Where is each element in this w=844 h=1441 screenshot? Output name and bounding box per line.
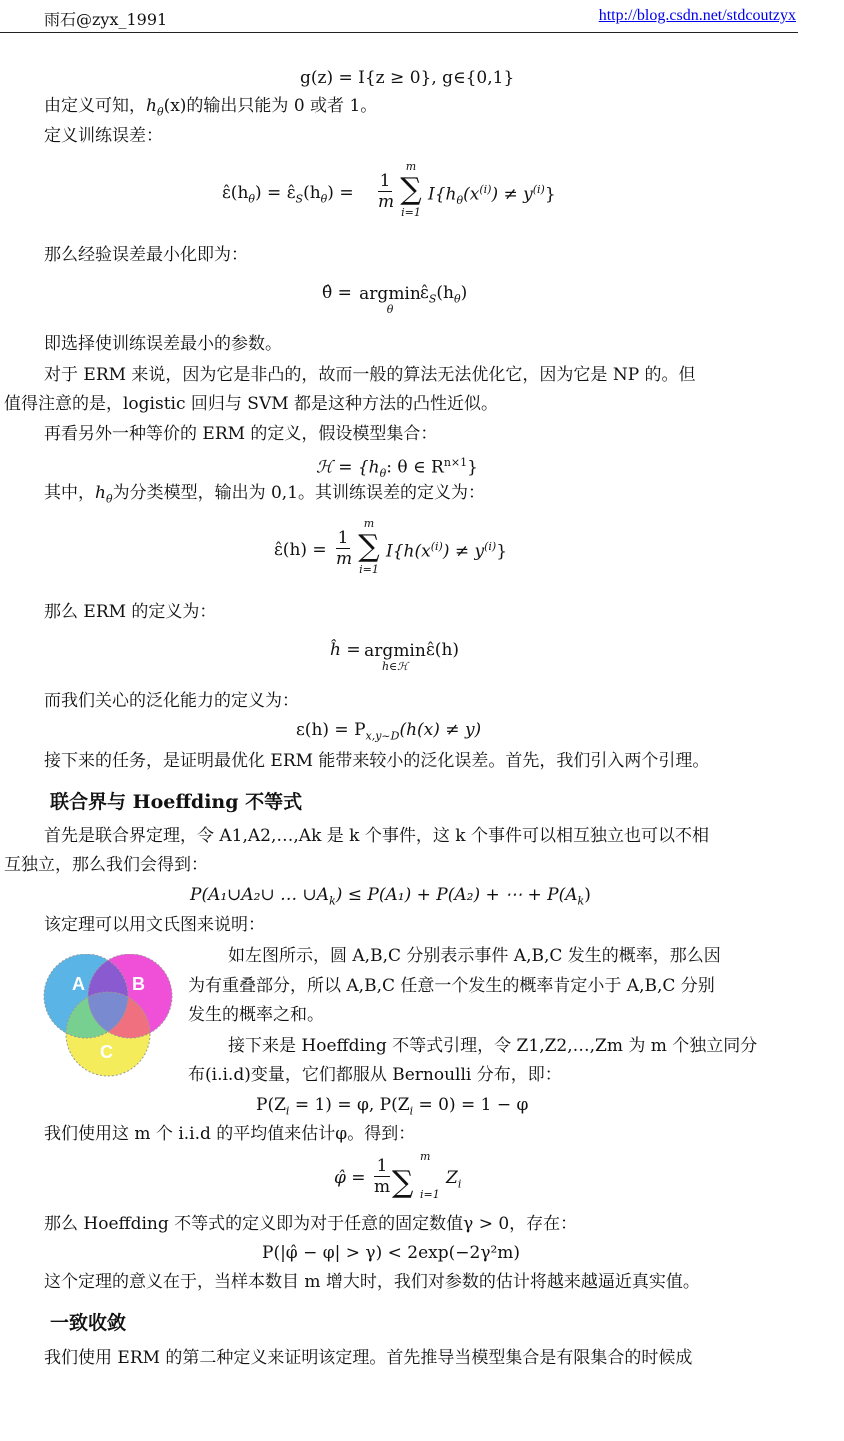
text-line: 接下来的任务，是证明最优化 ERM 能带来较小的泛化误差。首先，我们引入两个引理。 (44, 751, 710, 771)
text-line: 其中，$h_\theta$为分类模型，输出为 0,1。其训练误差的定义为： (44, 483, 486, 506)
text-line: 我们使用 ERM 的第二种定义来证明该定理。首先推导当模型集合是有限集合的时候成 (44, 1348, 693, 1368)
section-heading-union-bound: 联合界与 Hoeffding 不等式 (50, 791, 303, 813)
venn-label-b: B (132, 974, 145, 994)
text-line: 我们使用这 m 个 i.i.d 的平均值来估计φ。得到： (44, 1124, 416, 1144)
text-line: 互独立，那么我们会得到： (4, 855, 208, 875)
text-line: 值得注意的是，logistic 回归与 SVM 都是这种方法的凸性近似。 (4, 394, 499, 414)
equation-argmin-h: ĥ = argmin h∈ℋ ε̂(h) (330, 640, 460, 673)
text-line: 该定理可以用文氏图来说明： (44, 915, 265, 935)
text-line: 那么 ERM 的定义为： (44, 602, 217, 622)
equation-hoeffding: P(|φ̂ − φ| > γ) < 2exp(−2γ²m) (262, 1243, 521, 1263)
author-label: 雨石@zyx_1991 (44, 10, 168, 29)
text-line: 由定义可知，$h_\theta(x)$的输出只能为 0 或者 1。 (44, 96, 378, 119)
equation-union-bound: P(A₁∪A₂∪ … $\cup A_k) \le P(A_1) + P(A_2)$ + ⋯ + $P(A_k)$ (190, 885, 591, 908)
venn-label-c: C (100, 1042, 113, 1062)
text-line: 而我们关心的泛化能力的定义为： (44, 691, 299, 711)
equation-empirical-error: ε̂(h) = 1 m m ∑ i=1 $I\{h(x^{(i)}) \ne y^{(i)}\}$ (274, 517, 508, 576)
equation-argmin-theta: θ̂ = argmin θ $\varepsilon̂_S(h_\theta)$ (322, 283, 468, 316)
text-line: 这个定理的意义在于，当样本数目 m 增大时，我们对参数的估计将越来越逼近真实值。 (44, 1272, 700, 1292)
blog-link[interactable]: http://blog.csdn.net/stdcoutzyx (598, 7, 796, 24)
text-line: 如左图所示，圆 A,B,C 分别表示事件 A,B,C 发生的概率，那么因 (228, 946, 721, 966)
text-line: 首先是联合界定理，令 A1,A2,…,Ak 是 k 个事件，这 k 个事件可以相互独立也可以不相 (44, 826, 709, 846)
text-line: 即选择使训练误差最小的参数。 (44, 334, 282, 354)
venn-label-a: A (72, 974, 85, 994)
text-line: 发生的概率之和。 (188, 1005, 324, 1025)
equation-bernoulli: $P(Z_i = 1) = \varphi$, $P(Z_i = 0) = 1 - \varphi$ (256, 1095, 529, 1118)
equation-generalization-error: $\varepsilon(h) = P_{x,y\sim D}(h(x) \ne y)$ (296, 720, 482, 743)
text-line: 接下来是 Hoeffding 不等式引理，令 Z1,Z2,…,Zm 为 m 个独立同分 (228, 1036, 758, 1056)
page-header (0, 0, 798, 33)
equation-hypothesis-set: ℋ = {$h_\theta$: θ ∈ $R^{n\times 1}$} (316, 456, 478, 481)
equation-phi-hat: φ̂ = 1 m ∑ m i=1 $Z_i$ (334, 1150, 462, 1201)
text-line: 布(i.i.d)变量，它们都服从 Bernoulli 分布，即： (188, 1065, 562, 1085)
text-line: 对于 ERM 来说，因为它是非凸的，故而一般的算法无法优化它，因为它是 NP 的。但 (44, 365, 696, 385)
text-line: 那么 Hoeffding 不等式的定义即为对于任意的固定数值γ > 0，存在： (44, 1214, 578, 1234)
text-line: 定义训练误差： (44, 126, 163, 146)
equation-g: g(z) = I{z ≥ 0}, g∈{0,1} (300, 68, 515, 88)
text-line: 再看另外一种等价的 ERM 的定义，假设模型集合： (44, 424, 438, 444)
text-line: 那么经验误差最小化即为： (44, 245, 248, 265)
section-heading-uniform-convergence: 一致收敛 (50, 1312, 127, 1334)
equation-training-error: $\varepsilon̂(h_\theta)$ = $\varepsilon̂_S(h_\theta)$ = 1 m m ∑ i=1 $I\{h_\theta(x^{(i)}) \ne y^{(i)}\}$ (222, 160, 556, 219)
venn-diagram (42, 954, 174, 1078)
text-line: 为有重叠部分，所以 A,B,C 任意一个发生的概率肯定小于 A,B,C 分别 (188, 976, 715, 996)
